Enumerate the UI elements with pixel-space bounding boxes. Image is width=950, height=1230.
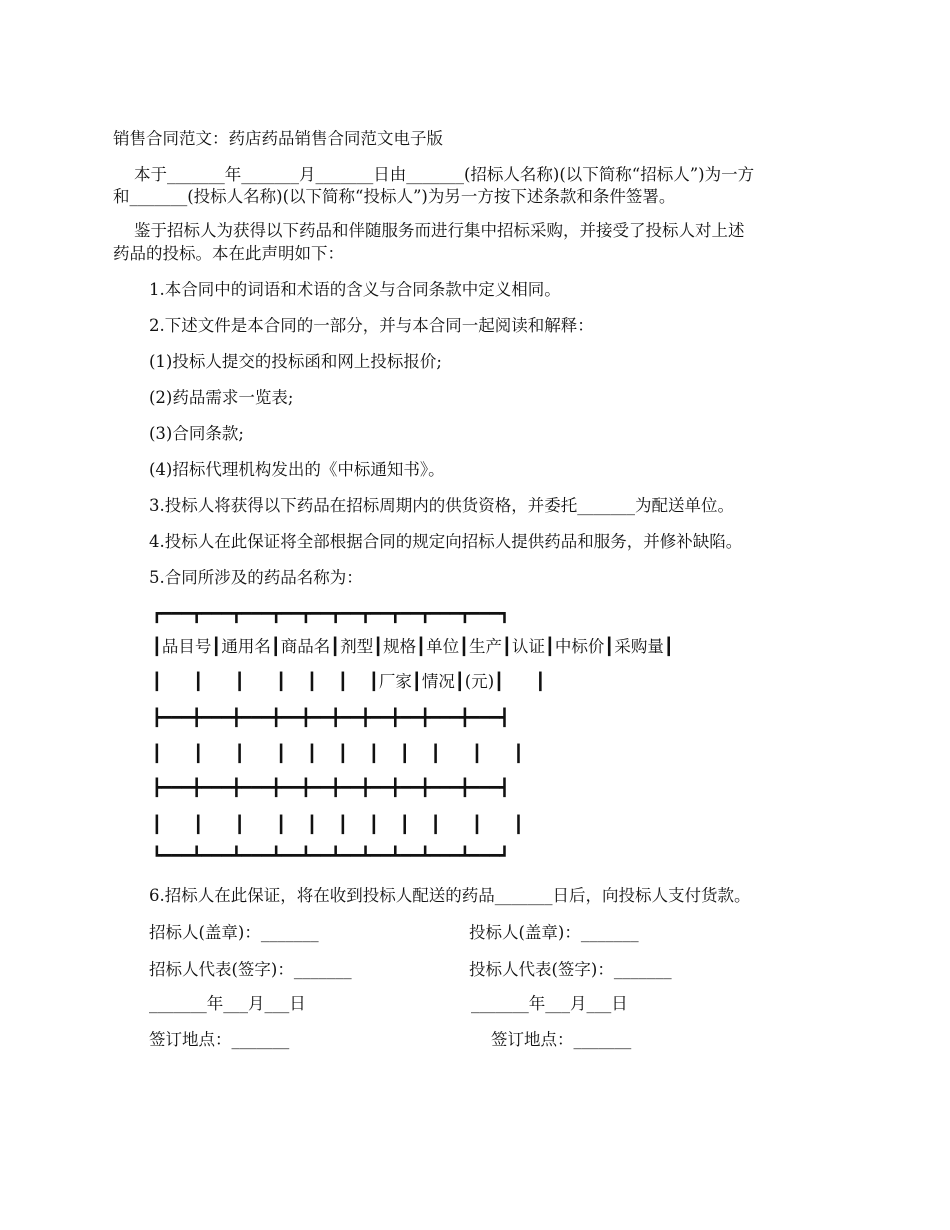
- intro-line-1: 本于_______年_______月_______日由_______(招标人名称)(以下简称“招标人”)为一方: [113, 165, 755, 184]
- table-row-5: ┃ ┃ ┃ ┃ ┃ ┃ ┃ ┃ ┃ ┃ ┃: [152, 744, 524, 763]
- clause-2-item-1: (1)投标人提交的投标函和网上投标报价;: [149, 352, 442, 371]
- clause-2-item-2: (2)药品需求一览表;: [149, 388, 294, 407]
- clause-2: 2.下述文件是本合同的一部分，并与本合同一起阅读和解释：: [149, 316, 594, 335]
- tenderer-rep-signature: 招标人代表(签字)：_______: [149, 960, 352, 979]
- intro-line-2: 和_______(投标人名称)(以下简称“投标人”)为另一方按下述条款和条件签署。: [113, 187, 676, 206]
- preamble-line-2: 药品的投标。本在此声明如下：: [113, 244, 344, 263]
- tenderer-date: _______年___月___日: [149, 994, 306, 1013]
- table-row-6: ┣━━━╋━━━╋━━━╋━━╋━━╋━━╋━━╋━━╋━━━╋━━━┫: [152, 778, 510, 797]
- table-row-8: ┗━━━┻━━━┻━━━┻━━┻━━┻━━┻━━┻━━┻━━━┻━━━┛: [152, 846, 510, 865]
- clause-2-item-4: (4)招标代理机构发出的《中标通知书》。: [149, 460, 445, 479]
- table-row-1: ┏━━━┳━━━┳━━━┳━━┳━━┳━━┳━━┳━━┳━━━┳━━━┓: [152, 604, 510, 623]
- table-row-7: ┃ ┃ ┃ ┃ ┃ ┃ ┃ ┃ ┃ ┃ ┃: [152, 815, 524, 834]
- clause-1: 1.本合同中的词语和术语的含义与合同条款中定义相同。: [149, 280, 561, 299]
- table-row-4: ┣━━━╋━━━╋━━━╋━━╋━━╋━━╋━━╋━━╋━━━╋━━━┫: [152, 708, 510, 727]
- bidder-date: _______年___月___日: [471, 994, 628, 1013]
- table-row-3: ┃ ┃ ┃ ┃ ┃ ┃ ┃厂家┃情况┃(元)┃ ┃: [152, 672, 546, 691]
- tenderer-sign-location: 签订地点：_______: [149, 1030, 290, 1049]
- clause-2-item-3: (3)合同条款;: [149, 424, 244, 443]
- tenderer-seal: 招标人(盖章)：_______: [149, 923, 319, 942]
- bidder-seal: 投标人(盖章)：_______: [469, 923, 639, 942]
- bidder-sign-location: 签订地点：_______: [491, 1030, 632, 1049]
- clause-3: 3.投标人将获得以下药品在招标周期内的供货资格，并委托_______为配送单位。: [149, 496, 734, 515]
- clause-4: 4.投标人在此保证将全部根据合同的规定向招标人提供药品和服务，并修补缺陷。: [149, 532, 743, 551]
- document-title: 销售合同范文：药店药品销售合同范文电子版: [113, 129, 443, 148]
- bidder-rep-signature: 投标人代表(签字)：_______: [469, 960, 672, 979]
- clause-5: 5.合同所涉及的药品名称为：: [149, 568, 363, 587]
- table-row-2: ┃品目号┃通用名┃商品名┃剂型┃规格┃单位┃生产┃认证┃中标价┃采购量┃: [152, 637, 674, 656]
- preamble-line-1: 鉴于招标人为获得以下药品和伴随服务而进行集中招标采购，并接受了投标人对上述: [113, 221, 745, 240]
- clause-6: 6.招标人在此保证，将在收到投标人配送的药品_______日后，向投标人支付货款。: [149, 886, 751, 905]
